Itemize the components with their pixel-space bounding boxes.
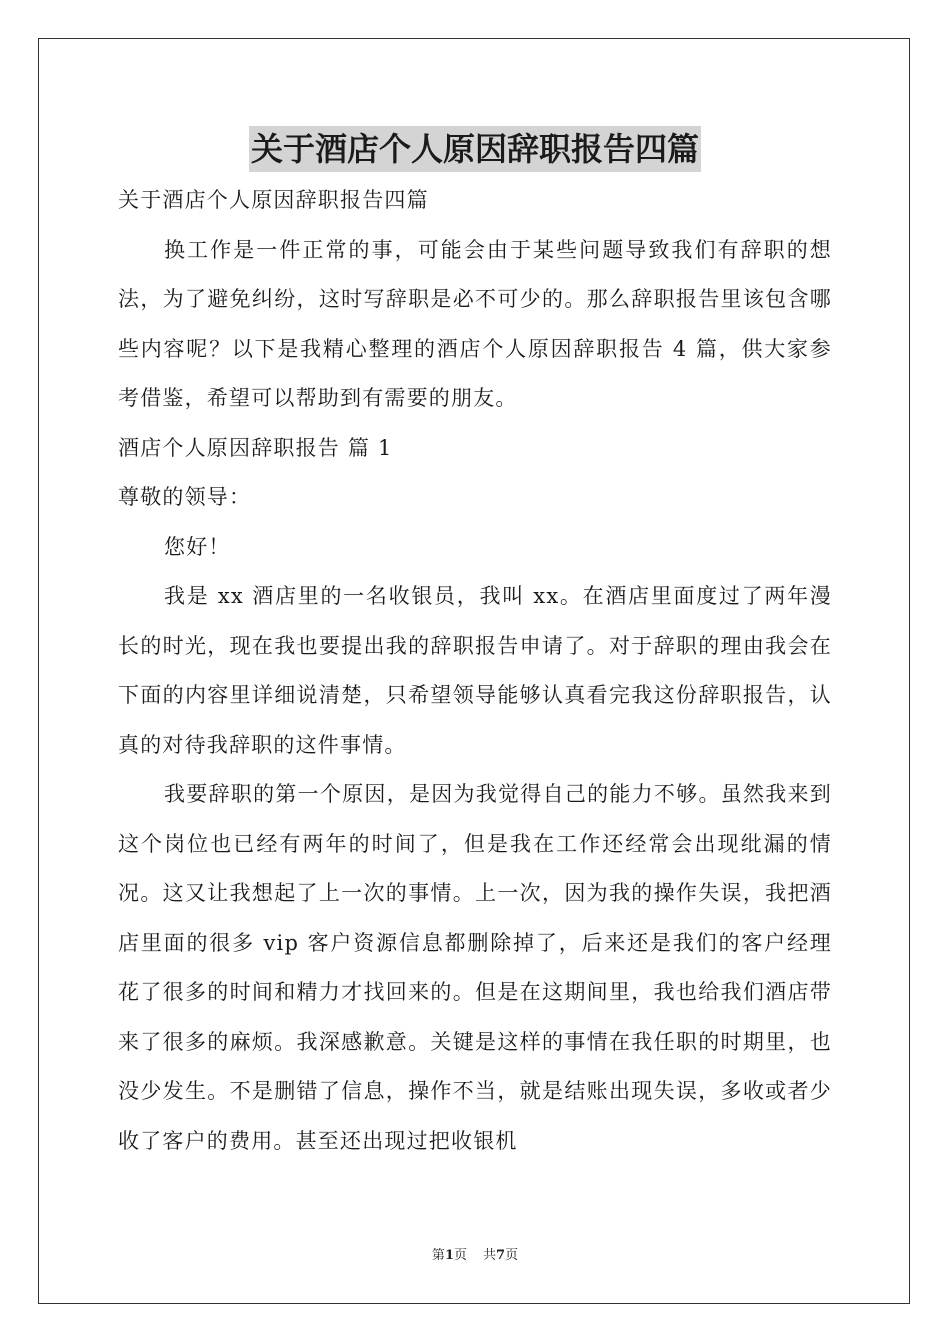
greeting: 您好！ (164, 534, 231, 559)
salutation: 尊敬的领导： (118, 485, 252, 509)
paragraph: 换工作是一件正常的事，可能会由于某些问题导致我们有辞职的想法，为了避免纠纷，这时写辞职是必不可少的。那么辞职报告里该包含哪些内容呢？以下是我精心整理的酒店个人原因辞职报告 4 篇，供大家参考借鉴，希望可以帮助到有需要的朋友。 (118, 237, 832, 410)
page-prefix: 第 (431, 1248, 445, 1263)
page-current: 1 (444, 1248, 454, 1263)
page-footer (0, 1244, 950, 1263)
section-heading: 酒店个人原因辞职报告 篇 1 (118, 435, 393, 460)
document-title-wrapper (0, 126, 950, 178)
document-title: 关于酒店个人原因辞职报告四篇 (249, 126, 701, 172)
paragraph: 关于酒店个人原因辞职报告四篇 (118, 188, 429, 212)
total-suffix: 页 (505, 1248, 519, 1263)
document-body (118, 176, 832, 1166)
paragraph: 我是 xx 酒店里的一名收银员，我叫 xx。在酒店里面度过了两年漫长的时光，现在我也要提出我的辞职报告申请了。对于辞职的理由我会在下面的内容里详细说清楚，只希望领导能够认真看完我这份辞职报告，认真的对待我辞职的这件事情。 (118, 584, 832, 757)
paragraph: 我要辞职的第一个原因，是因为我觉得自己的能力不够。虽然我来到这个岗位也已经有两年的时间了，但是我在工作还经常会出现纰漏的情况。这又让我想起了上一次的事情。上一次，因为我的操作失误，我把酒店里面的很多 vip 客户资源信息都删除掉了，后来还是我们的客户经理花了很多的时间和精力才找回来的。但是在这期间里，我也给我们酒店带来了很多的麻烦。我深感歉意。关键是这样的事情在我任职的时期里，也没少发生。不是删错了信息，操作不当，就是结账出现失误，多收或者少收了客户的费用。甚至还出现过把收银机 (118, 782, 832, 1153)
page-total: 7 (496, 1248, 506, 1263)
total-prefix: 共 (483, 1248, 497, 1263)
page-suffix: 页 (453, 1248, 467, 1263)
